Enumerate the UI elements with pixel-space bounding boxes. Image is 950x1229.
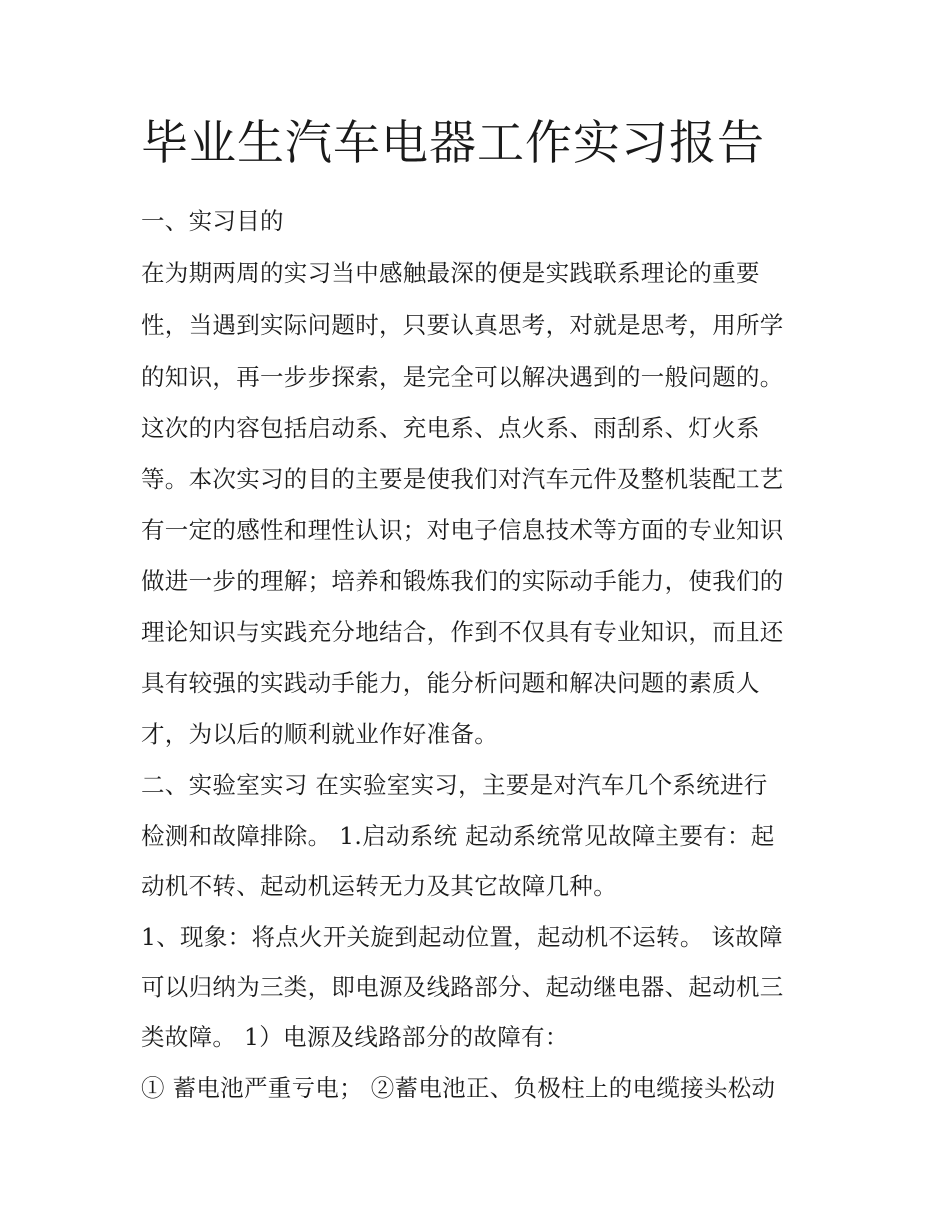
- section-heading-purpose: 一、实习目的: [141, 207, 284, 235]
- body-line: 的知识，再一步步探索，是完全可以解决遇到的一般问题的。: [141, 363, 784, 391]
- body-line: 有一定的感性和理性认识；对电子信息技术等方面的专业知识: [141, 516, 784, 544]
- body-line: 做进一步的理解；培养和锻炼我们的实际动手能力，使我们的: [141, 567, 784, 595]
- body-line: 可以归纳为三类，即电源及线路部分、起动继电器、起动机三: [141, 973, 784, 1001]
- body-line: 检测和故障排除。 1.启动系统 起动系统常见故障主要有：起: [141, 822, 775, 850]
- body-line: 1、现象：将点火开关旋到起动位置，起动机不运转。 该故障: [141, 923, 783, 951]
- body-line: ① 蓄电池严重亏电； ②蓄电池正、负极柱上的电缆接头松动: [141, 1074, 776, 1102]
- body-line: 等。本次实习的目的主要是使我们对汽车元件及整机装配工艺: [141, 465, 784, 493]
- body-line: 动机不转、起动机运转无力及其它故障几种。: [141, 872, 617, 900]
- body-line: 性，当遇到实际问题时，只要认真思考，对就是思考，用所学: [141, 311, 784, 339]
- body-line: 理论知识与实践充分地结合，作到不仅具有专业知识，而且还: [141, 618, 784, 646]
- section-heading-lab: 二、实验室实习 在实验室实习，主要是对汽车几个系统进行: [141, 771, 768, 799]
- body-line: 具有较强的实践动手能力，能分析问题和解决问题的素质人: [141, 669, 760, 697]
- body-line: 这次的内容包括启动系、充电系、点火系、雨刮系、灯火系: [141, 414, 760, 442]
- document-title: 毕业生汽车电器工作实习报告: [141, 116, 765, 171]
- body-line: 在为期两周的实习当中感触最深的便是实践联系理论的重要: [141, 259, 760, 287]
- body-line: 类故障。 1）电源及线路部分的故障有：: [141, 1023, 569, 1051]
- body-line: 才，为以后的顺利就业作好准备。: [141, 720, 498, 748]
